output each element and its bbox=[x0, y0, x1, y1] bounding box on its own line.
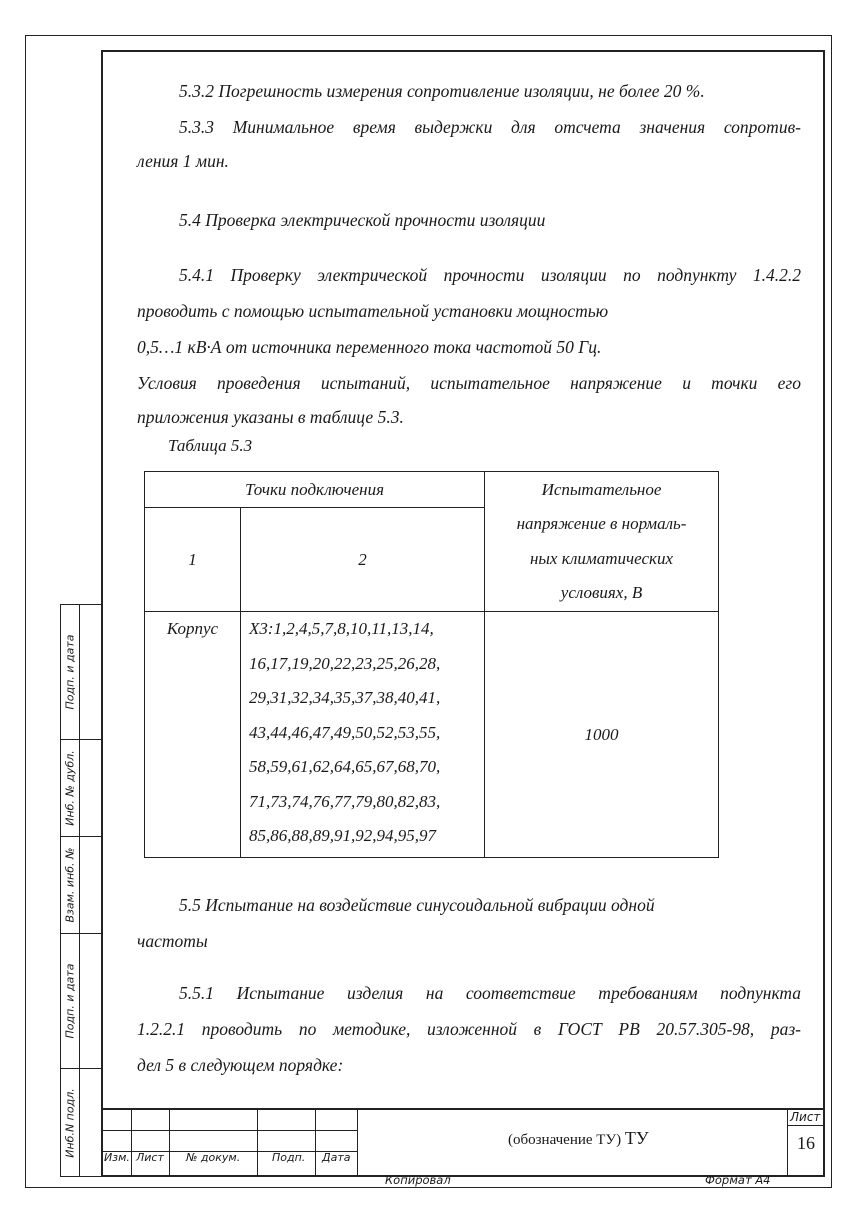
paragraph-5-4-1-line-3: 0,5…1 кВ·А от источника переменного тока частотой 50 Гц. bbox=[137, 337, 602, 357]
paragraph-5-5-1-line-1: 5.5.1 Испытание изделия на соответствие требованиям подпункта bbox=[179, 983, 801, 1003]
table-caption: Таблица 5.3 bbox=[168, 436, 253, 455]
title-block bbox=[101, 1108, 825, 1177]
paragraph-5-5-1-line-3: дел 5 в следующем порядке: bbox=[137, 1055, 344, 1075]
heading-5-4: 5.4 Проверка электрической прочности изоляции bbox=[179, 210, 546, 230]
row-test-voltage: 1000 bbox=[485, 612, 719, 858]
stamp-signature: Подп. bbox=[272, 1151, 306, 1164]
paragraph-5-3-2: 5.3.2 Погрешность измерения сопротивление изоляции, не более 20 %. bbox=[179, 81, 705, 101]
header-test-voltage: Испытательное напряжение в нормаль- ных климатических условиях, В bbox=[485, 472, 719, 612]
paragraph-5-5-1-line-2: 1.2.2.1 проводить по методике, изложенной в ГОСТ РВ 20.57.305-98, раз- bbox=[137, 1019, 801, 1039]
paragraph-5-4-1-line-2: проводить с помощью испытательной установки мощностью bbox=[137, 301, 609, 321]
paragraph-5-3-3-line-2: ления 1 мин. bbox=[137, 151, 229, 171]
side-stamp-inv-podl: Инб.N подл. bbox=[60, 1068, 101, 1177]
row-point-body: Корпус bbox=[145, 612, 241, 858]
paragraph-5-4-1-line-1: 5.4.1 Проверку электрической прочности изоляции по подпункту 1.4.2.2 bbox=[179, 265, 801, 285]
side-stamp-sign-date-1: Подп. и дата bbox=[60, 604, 101, 740]
heading-5-5-line-1: 5.5 Испытание на воздействие синусоидальной вибрации одной bbox=[179, 895, 655, 915]
sheet-number: 16 bbox=[797, 1133, 815, 1153]
paragraph-5-3-3-line-1: 5.3.3 Минимальное время выдержки для отсчета значения сопротив- bbox=[179, 117, 801, 137]
paragraph-5-4-1-line-5: приложения указаны в таблице 5.3. bbox=[137, 407, 404, 427]
side-stamp-vzam-inv: Взам. инб. № bbox=[60, 836, 101, 934]
stamp-izm: Изм. bbox=[104, 1151, 130, 1164]
format-label: Формат А4 bbox=[705, 1173, 771, 1187]
column-number-2: 2 bbox=[241, 508, 485, 612]
side-stamp-sign-date-2: Подп. и дата bbox=[60, 933, 101, 1069]
stamp-date: Дата bbox=[322, 1151, 351, 1164]
test-voltage-table bbox=[144, 471, 719, 858]
header-connection-points: Точки подключения bbox=[145, 472, 485, 508]
copied-by-label: Копировал bbox=[385, 1173, 451, 1187]
column-number-1: 1 bbox=[145, 508, 241, 612]
stamp-list: Лист bbox=[136, 1151, 164, 1164]
paragraph-5-4-1-line-4: Условия проведения испытаний, испытательное напряжение и точки его bbox=[137, 373, 801, 393]
stamp-doc-number: № докум. bbox=[186, 1151, 241, 1164]
side-stamp-inv-dubl: Инб. № дубл. bbox=[60, 739, 101, 837]
row-contacts: Х3:1,2,4,5,7,8,10,11,13,14, 16,17,19,20,22,23,25,26,28, 29,31,32,34,35,37,38,40,41, 43,44,46,47,49,50,52,53,55, 58,59,61,62,64,65,67,68,70, 71,73,74,76,77,79,80,82,83, 85,86,88,89,91,92,94,95,97 bbox=[241, 612, 485, 858]
document-designation: (обозначение ТУ) ТУ bbox=[508, 1128, 649, 1148]
sheet-label: Лист bbox=[790, 1110, 821, 1124]
heading-5-5-line-2: частоты bbox=[137, 931, 208, 951]
